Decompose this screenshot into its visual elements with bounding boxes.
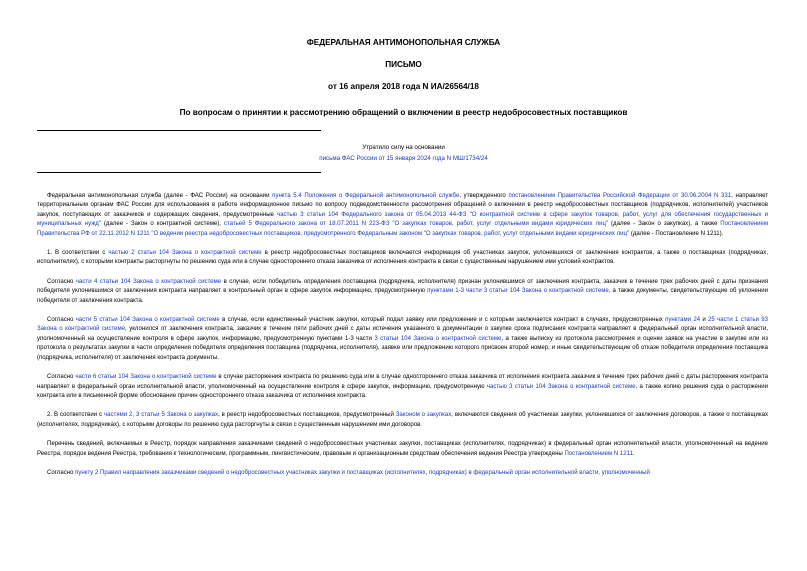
paragraph-text: , уклонился от заключения контракта, заказчик в течение пяти рабочих дней с даты истечения указанного в документации о закупке срока подписания контракта направляет в федеральный орган исполнительной власти, уполномоченный на осуществление контроля в сфере закупок, информацию, предусмотренную пунктами 1-3 части <box>37 326 768 342</box>
divider-bottom <box>37 172 321 173</box>
para-5 <box>37 411 768 430</box>
paragraph-text: Согласно <box>47 278 76 285</box>
para-1 <box>37 249 768 268</box>
paragraph-text: 1. В соответствии с <box>47 250 109 257</box>
legal-reference-link[interactable]: статьей 5 Федерального закона от 18.07.2011 N 223-ФЗ "О закупках товаров, работ, услуг отдельными видами юридических лиц" <box>223 221 609 228</box>
paragraph-text: Согласно <box>47 469 76 476</box>
legal-reference-link[interactable]: Постановлением N 1211 <box>564 450 633 457</box>
para-4 <box>37 373 768 401</box>
legal-reference-link[interactable]: частью 2 статьи 104 Закона о контрактной системе <box>108 250 262 257</box>
legal-reference-link[interactable]: 25 части 1 статьи 93 Закона о контрактной системе <box>37 317 768 333</box>
paragraph-text: . <box>632 450 635 457</box>
paragraph-text: Федеральная антимонопольная служба (далее - ФАС России) на основании <box>47 193 273 199</box>
document-subject: По вопросам о принятии к рассмотрению обращений о включении в реестр недобросовестных поставщиков <box>179 108 628 117</box>
paragraph-text: (далее - Закон о закупках), а также <box>608 221 721 228</box>
paragraph-text: и <box>700 317 709 324</box>
agency-title: ФЕДЕРАЛЬНАЯ АНТИМОНОПОЛЬНАЯ СЛУЖБА <box>306 38 501 47</box>
paragraph-text: в случае расторжения контракта по решению суда или в случае одностороннего отказа заказчика от исполнения контракта заказчик в течение трех рабочих дней с даты расторжения контракта направляет в федеральный орган исполнительной власти, уполномоченный на осуществление контроля в сфере закупок, информацию, предусмотренную <box>37 374 768 390</box>
paragraph-text: , утвержденного <box>459 193 509 199</box>
legal-reference-link[interactable]: Законом о закупках <box>395 412 452 419</box>
repeal-letter-link[interactable]: письма ФАС России от 15 января 2024 года N МШ/1734/24 <box>319 155 488 162</box>
paragraph-text: 2. В соответствии с <box>47 412 105 419</box>
paragraph-text: Согласно <box>47 374 76 381</box>
legal-reference-link[interactable]: частью 3 статьи 104 Закона о контрактной системе <box>486 383 636 390</box>
paragraph-text: , а также документы, свидетельствующие об уклонении победителя от заключения контракта. <box>37 288 769 304</box>
document-type: ПИСЬМО <box>385 60 422 69</box>
legal-reference-link[interactable]: части 5 статьи 104 Закона о контрактной системе <box>75 317 220 324</box>
legal-reference-link[interactable]: Постановлением Правительства РФ от 22.11.2012 N 1211 "О ведении реестра недобросовестных поставщиков, предусмотренного Федеральным законом "О закупках товаров, работ, услуг отдельными видами юридических лиц" <box>37 221 768 237</box>
legal-reference-link[interactable]: 3 статьи 104 Закона о контрактной системе <box>374 335 502 342</box>
legal-reference-link[interactable]: пунктами 1-3 части 3 статьи 104 Закона о контрактной системе <box>427 288 609 295</box>
paragraph-text: Перечень сведений, включаемых в Реестр, порядок направления заказчиками сведений о недобросовестных участниках закупки, поставщиках (исполнителях, подрядчиках) в федеральный орган исполнительной власти, уполномоченный на ведение Реестра, порядок ведения Реестра, требования к технологическим, программным, лингвистическим, правовым и организационным средствам обеспечения ведения Реестра утверждены <box>37 441 768 457</box>
paragraph-text: (далее - Закон о контрактной системе), <box>100 221 224 228</box>
legal-reference-link[interactable]: части 4 статьи 104 Закона о контрактной системе <box>75 278 222 285</box>
document-body <box>37 192 768 488</box>
legal-reference-link[interactable]: частью 3 статьи 104 Федерального закона от 05.04.2013 44-ФЗ "О контрактной системе в сфере закупок товаров, работ, услуг для обеспечения государственных и муниципальных нужд" <box>37 211 769 228</box>
paragraph-text: (далее - Постановление N 1211). <box>629 230 724 237</box>
divider-top <box>37 130 321 131</box>
para-3 <box>37 316 768 363</box>
paragraph-text: , направляет территориальным органам ФАС России для использования в работе информационное письмо по вопросу подведомственности рассмотрения обращений о включении в реестр недобросовестных поставщиков (подрядчиков, исполнителей) участников закупок, поступающих от заказчиков и содержащих сведения, предусмотренные <box>37 193 769 218</box>
legal-reference-link[interactable]: постановлением Правительства Российской Федерации от 30.06.2004 N 331 <box>508 193 732 199</box>
para-6 <box>37 440 768 459</box>
legal-reference-link[interactable]: части 6 статьи 104 Закона о контрактной системе <box>75 374 217 381</box>
legal-reference-link[interactable]: пункту 2 Правил направления заказчиками сведений о недобросовестных участниках закупки и поставщиках (исполнителях, подрядчиках) в федеральный орган исполнительной власти, уполномоченный <box>75 469 650 476</box>
paragraph-text: , а также копию решения суда о расторжении контракта или в письменной форме обоснование причин одностороннего отказа заказчика от исполнения контракта. <box>37 383 768 399</box>
legal-reference-link[interactable]: пункта 5.4 Положения о Федеральной антимонопольной службе <box>272 193 460 199</box>
paragraph-text: Согласно <box>47 317 76 324</box>
status-note: Утратило силу на основании <box>362 144 445 151</box>
para-2 <box>37 278 768 306</box>
para-intro <box>37 192 768 239</box>
para-7 <box>37 469 768 478</box>
paragraph-text: , в реестр недобросовестных поставщиков, предусмотренный <box>218 412 396 419</box>
paragraph-text: , включаются сведения об участниках закупки, уклонившихся от заключения договоров, а также о поставщиках (исполнителях, подрядчиках), с которыми договоры по решению суда расторгнуты в связи с существенным нарушением ими договоров. <box>37 412 768 428</box>
paragraph-text: в случае, если единственный участник закупки, который подал заявку или предложение и с которым заключается контракт в случаях, предусмотренных <box>219 317 666 324</box>
paragraph-text: , а также выписку из протокола рассмотрения и оценки заявок на участие в закупке или из протокола о результатах закупки в части определения победителя определения поставщика (подрядчика, исполнителя), заявке или предложению которого присвоен второй номер, и иные свидетельствующие об отказе победителя определения поставщика (подрядчика, исполнителя) от заключения контракта документы. <box>37 335 768 361</box>
paragraph-text: в случае, если победитель определения поставщика (подрядчика, исполнителя) признан уклонившимся от заключения контракта, заказчик в течение трех рабочих дней с даты признания победителя уклонившимся от заключения контракта направляет в контрольный орган в сфере закупок информацию, предусмотренную <box>37 278 768 295</box>
legal-reference-link[interactable]: пунктами 24 <box>665 317 701 324</box>
legal-reference-link[interactable]: частями 2, 3 статьи 5 Закона о закупках <box>104 412 219 419</box>
paragraph-text: в реестр недобросовестных поставщиков включается информация об участниках закупок, уклонившихся от заключения контрактов, а также о поставщиках (подрядчиках, исполнителях), с которыми контракты расторгнуты по решению суда или в случае одностороннего отказа заказчика от исполнения контракта в связи с существенным нарушением ими условий контрактов. <box>37 250 768 266</box>
status-note-link-line <box>0 155 807 162</box>
document-date-number: от 16 апреля 2018 года N ИА/26564/18 <box>328 82 479 91</box>
